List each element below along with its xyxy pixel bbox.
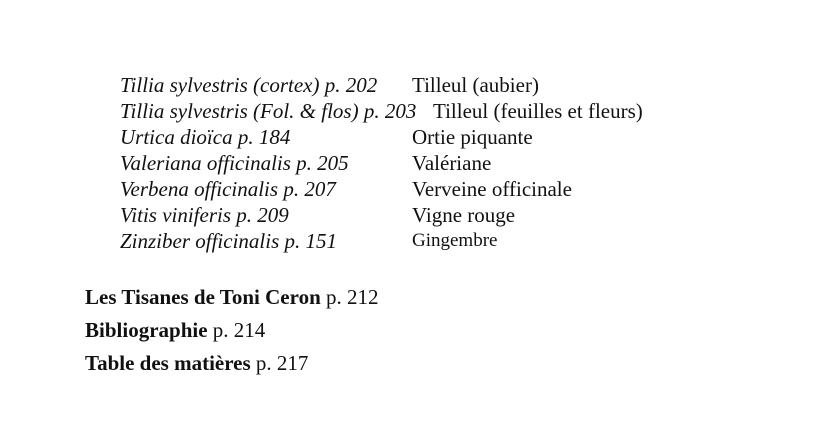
french-name: Tilleul (aubier) bbox=[412, 73, 539, 97]
french-name: Gingembre bbox=[412, 230, 498, 251]
latin-name: Verbena officinalis p. 207 bbox=[120, 177, 336, 201]
list-item bbox=[120, 124, 760, 150]
list-item bbox=[120, 98, 760, 124]
french-name: Ortie piquante bbox=[412, 125, 533, 149]
toc-entry-title: Bibliographie bbox=[85, 318, 208, 342]
toc-entry bbox=[85, 350, 685, 383]
latin-name: Tillia sylvestris (Fol. & flos) p. 203 bbox=[120, 99, 417, 123]
toc-entry bbox=[85, 284, 685, 317]
list-item bbox=[120, 202, 760, 228]
french-name: Valériane bbox=[412, 151, 492, 175]
latin-name: Zinziber officinalis p. 151 bbox=[120, 229, 338, 253]
toc-entry-page: p. 212 bbox=[320, 285, 379, 309]
toc-entry bbox=[85, 317, 685, 350]
list-item bbox=[120, 150, 760, 176]
french-name: Verveine officinale bbox=[412, 177, 572, 201]
french-name: Tilleul (feuilles et fleurs) bbox=[433, 99, 643, 123]
list-item bbox=[120, 72, 760, 98]
latin-name: Urtica dioïca p. 184 bbox=[120, 125, 291, 149]
toc-entry-title: Table des matières bbox=[85, 351, 251, 375]
table-of-contents bbox=[85, 284, 685, 383]
plant-index-list bbox=[120, 72, 760, 254]
latin-name: Valeriana officinalis p. 205 bbox=[120, 151, 349, 175]
list-item bbox=[120, 228, 760, 254]
list-item bbox=[120, 176, 760, 202]
french-name: Vigne rouge bbox=[412, 203, 516, 227]
latin-name: Vitis viniferis p. 209 bbox=[120, 203, 289, 227]
latin-name: Tillia sylvestris (cortex) p. 202 bbox=[120, 73, 378, 97]
toc-entry-title: Les Tisanes de Toni Ceron bbox=[85, 285, 321, 309]
toc-entry-page: p. 217 bbox=[250, 351, 309, 375]
toc-entry-page: p. 214 bbox=[207, 318, 266, 342]
